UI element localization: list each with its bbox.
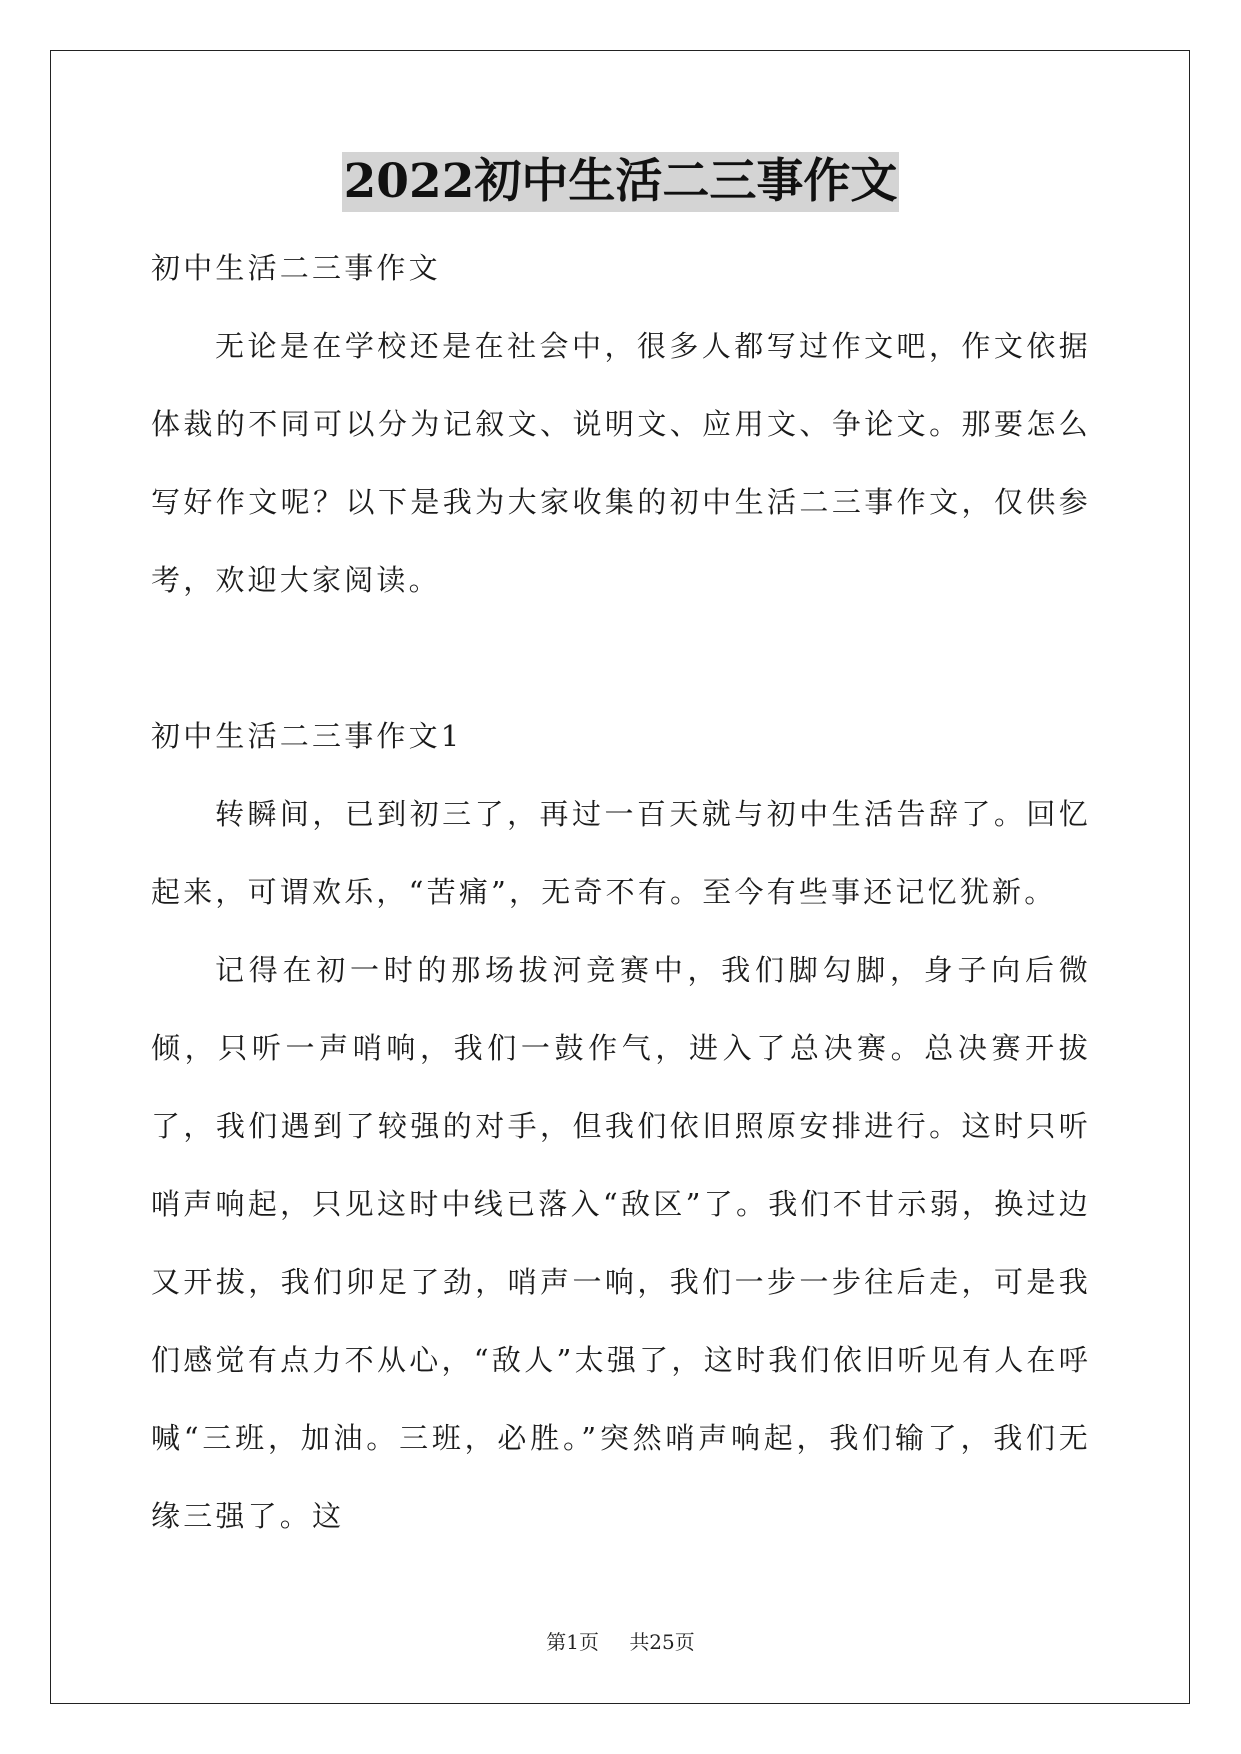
page-number: 第1页 bbox=[546, 1630, 599, 1654]
title-container bbox=[0, 152, 1241, 212]
subtitle-paragraph: 初中生活二三事作文 bbox=[151, 251, 441, 285]
body-paragraph: 转瞬间，已到初三了，再过一百天就与初中生活告辞了。回忆起来，可谓欢乐，“苦痛”，无奇不有。至今有些事还记忆犹新。 bbox=[151, 797, 1091, 909]
section-heading: 初中生活二三事作文1 bbox=[151, 719, 463, 753]
intro-paragraph: 无论是在学校还是在社会中，很多人都写过作文吧，作文依据体裁的不同可以分为记叙文、说明文、应用文、争论文。那要怎么写好作文呢？以下是我为大家收集的初中生活二三事作文，仅供参考，欢迎大家阅读。 bbox=[151, 329, 1091, 597]
page-total: 共25页 bbox=[629, 1630, 695, 1654]
body-paragraph: 记得在初一时的那场拔河竞赛中，我们脚勾脚，身子向后微倾，只听一声哨响，我们一鼓作气，进入了总决赛。总决赛开拔了，我们遇到了较强的对手，但我们依旧照原安排进行。这时只听哨声响起，只见这时中线已落入“敌区”了。我们不甘示弱，换过边又开拔，我们卯足了劲，哨声一响，我们一步一步往后走，可是我们感觉有点力不从心，“敌人”太强了，这时我们依旧听见有人在呼喊“三班，加油。三班，必胜。”突然哨声响起，我们输了，我们无缘三强了。这 bbox=[151, 953, 1091, 1533]
page-footer bbox=[0, 1626, 1241, 1655]
document-body bbox=[151, 229, 1091, 1555]
document-title: 2022初中生活二三事作文 bbox=[342, 152, 900, 212]
